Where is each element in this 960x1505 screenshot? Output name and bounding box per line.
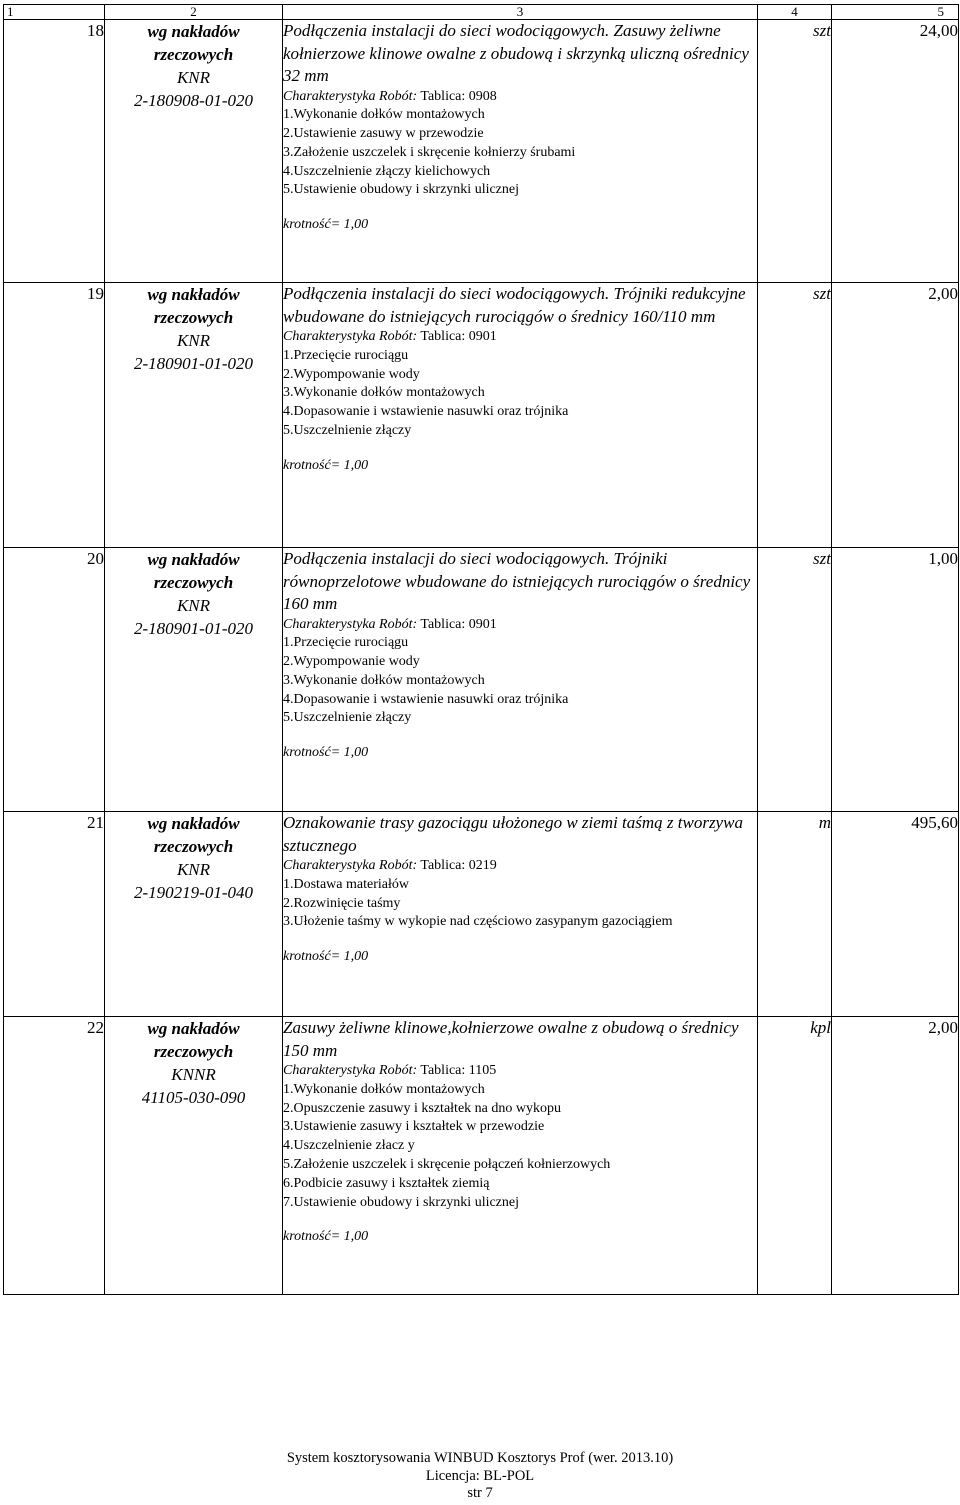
header-col-5: 5 [832, 5, 959, 20]
code-line-4: 2-180901-01-020 [134, 619, 253, 638]
step: 5.Uszczelnienie złączy [283, 422, 412, 438]
header-col-1: 1 [4, 5, 105, 20]
step: 3.Wykonanie dołków montażowych [283, 385, 485, 401]
table-row [4, 20, 959, 283]
quantity: 2,00 [832, 1017, 959, 1295]
description [283, 548, 758, 812]
step: 2.Wypompowanie wody [283, 654, 420, 670]
license-info: Licencja: BL-POL [425, 1467, 535, 1484]
step: 1.Przecięcie rurociągu [283, 635, 409, 651]
code-line-2: rzeczowych [153, 45, 234, 64]
step: 2.Rozwinięcie taśmy [283, 895, 401, 911]
characteristics [283, 616, 757, 635]
description [283, 812, 758, 1017]
code-line-3: KNR [176, 331, 211, 350]
step: 2.Wypompowanie wody [283, 366, 420, 382]
norm-code [105, 548, 283, 812]
step: 4.Uszczelnienie złączy kielichowych [283, 163, 491, 179]
step: 2.Opuszczenie zasuwy i kształtek na dno wykopu [283, 1100, 561, 1116]
position-number: 21 [4, 812, 105, 1017]
step: 4.Dopasowanie i wstawienie nasuwki oraz trójnika [283, 691, 569, 707]
tablica: Tablica: 0219 [420, 858, 497, 873]
description [283, 20, 758, 283]
characteristics-label: Charakterystyka Robót: [283, 858, 418, 873]
step: 5.Założenie uszczelek i skręcenie połączeń kołnierzowych [283, 1156, 611, 1172]
norm-code [105, 283, 283, 548]
step: 3.Założenie uszczelek i skręcenie kołnierzy śrubami [283, 144, 576, 160]
unit: kpl [758, 1017, 832, 1295]
step: 5.Ustawienie obudowy i skrzynki ulicznej [283, 182, 520, 198]
quantity: 2,00 [832, 283, 959, 548]
code-line-1: wg nakładów [147, 1019, 240, 1038]
multiplicity: krotność= 1,00 [283, 949, 369, 965]
description-title: Podłączenia instalacji do sieci wodociągowych. Trójniki równoprzelotowe wbudowane do istniejących rurociągów o średnicy 160 mm [283, 549, 751, 613]
step: 3.Ułożenie taśmy w wykopie nad częściowo zasypanym gazociągiem [283, 914, 673, 930]
description [283, 283, 758, 548]
characteristics-label: Charakterystyka Robót: [283, 1063, 418, 1078]
characteristics-label: Charakterystyka Robót: [283, 329, 418, 344]
step: 3.Ustawienie zasuwy i kształtek w przewodzie [283, 1119, 545, 1135]
quantity: 1,00 [832, 548, 959, 812]
cost-estimate-table [3, 4, 959, 1295]
code-line-2: rzeczowych [153, 1042, 234, 1061]
step: 3.Wykonanie dołków montażowych [283, 672, 485, 688]
position-number: 18 [4, 20, 105, 283]
header-col-3: 3 [283, 5, 758, 20]
code-line-4: 2-180901-01-020 [134, 354, 253, 373]
table-row [4, 283, 959, 548]
code-line-3: KNR [176, 596, 211, 615]
step: 1.Przecięcie rurociągu [283, 347, 409, 363]
page-footer [0, 1450, 960, 1503]
code-line-1: wg nakładów [147, 550, 240, 569]
tablica: Tablica: 1105 [420, 1063, 497, 1078]
description-title: Oznakowanie trasy gazociągu ułożonego w ziemi taśmą z tworzywa sztucznego [283, 813, 743, 855]
step: 1.Wykonanie dołków montażowych [283, 1081, 485, 1097]
characteristics [283, 1062, 757, 1081]
code-line-3: KNR [176, 860, 211, 879]
code-line-3: KNNR [171, 1065, 216, 1084]
step: 7.Ustawienie obudowy i skrzynki ulicznej [283, 1194, 520, 1210]
code-line-2: rzeczowych [153, 573, 234, 592]
column-number-header [4, 5, 959, 20]
code-line-1: wg nakładów [147, 814, 240, 833]
step: 1.Wykonanie dołków montażowych [283, 107, 485, 123]
code-line-2: rzeczowych [153, 308, 234, 327]
description-title: Podłączenia instalacji do sieci wodociągowych. Trójniki redukcyjne wbudowane do istniejących rurociągów o średnicy 160/110 mm [283, 284, 746, 326]
quantity: 495,60 [832, 812, 959, 1017]
quantity: 24,00 [832, 20, 959, 283]
code-line-3: KNR [176, 68, 211, 87]
step: 4.Uszczelnienie złacz y [283, 1138, 415, 1154]
norm-code [105, 20, 283, 283]
unit: szt [758, 548, 832, 812]
table-row [4, 548, 959, 812]
multiplicity: krotność= 1,00 [283, 1229, 369, 1245]
code-line-1: wg nakładów [147, 285, 240, 304]
unit: m [758, 812, 832, 1017]
header-col-2: 2 [105, 5, 283, 20]
characteristics [283, 857, 757, 876]
position-number: 20 [4, 548, 105, 812]
tablica: Tablica: 0901 [420, 616, 497, 632]
table-row [4, 1017, 959, 1295]
description-title: Zasuwy żeliwne klinowe,kołnierzowe owalne z obudową o średnicy 150 mm [283, 1018, 739, 1060]
code-line-2: rzeczowych [153, 837, 234, 856]
step: 6.Podbicie zasuwy i kształtek ziemią [283, 1175, 490, 1191]
multiplicity: krotność= 1,00 [283, 745, 369, 761]
position-number: 19 [4, 283, 105, 548]
characteristics [283, 328, 757, 347]
description [283, 1017, 758, 1295]
characteristics-label: Charakterystyka Robót: [283, 616, 418, 632]
norm-code [105, 812, 283, 1017]
tablica: Tablica: 0908 [420, 88, 497, 104]
header-col-4: 4 [758, 5, 832, 20]
norm-code [105, 1017, 283, 1295]
page-number: str 7 [467, 1485, 493, 1501]
unit: szt [758, 283, 832, 548]
step: 5.Uszczelnienie złączy [283, 710, 412, 726]
step: 2.Ustawienie zasuwy w przewodzie [283, 126, 484, 142]
multiplicity: krotność= 1,00 [283, 217, 369, 233]
code-line-4: 41105-030-090 [141, 1088, 246, 1107]
software-info: System kosztorysowania WINBUD Kosztorys Prof (wer. 2013.10) [286, 1450, 674, 1466]
position-number: 22 [4, 1017, 105, 1295]
code-line-4: 2-180908-01-020 [134, 91, 253, 110]
description-title: Podłączenia instalacji do sieci wodociągowych. Zasuwy żeliwne kołnierzowe klinowe owalne z obudową i skrzynką uliczną ośrednicy 32 mm [283, 21, 749, 85]
step: 1.Dostawa materiałów [283, 876, 409, 892]
unit: szt [758, 20, 832, 283]
multiplicity: krotność= 1,00 [283, 457, 369, 473]
characteristics [283, 88, 757, 107]
table-row [4, 812, 959, 1017]
code-line-4: 2-190219-01-040 [134, 883, 253, 902]
tablica: Tablica: 0901 [420, 329, 497, 344]
characteristics-label: Charakterystyka Robót: [283, 88, 418, 104]
code-line-1: wg nakładów [147, 22, 240, 41]
step: 4.Dopasowanie i wstawienie nasuwki oraz trójnika [283, 404, 569, 420]
